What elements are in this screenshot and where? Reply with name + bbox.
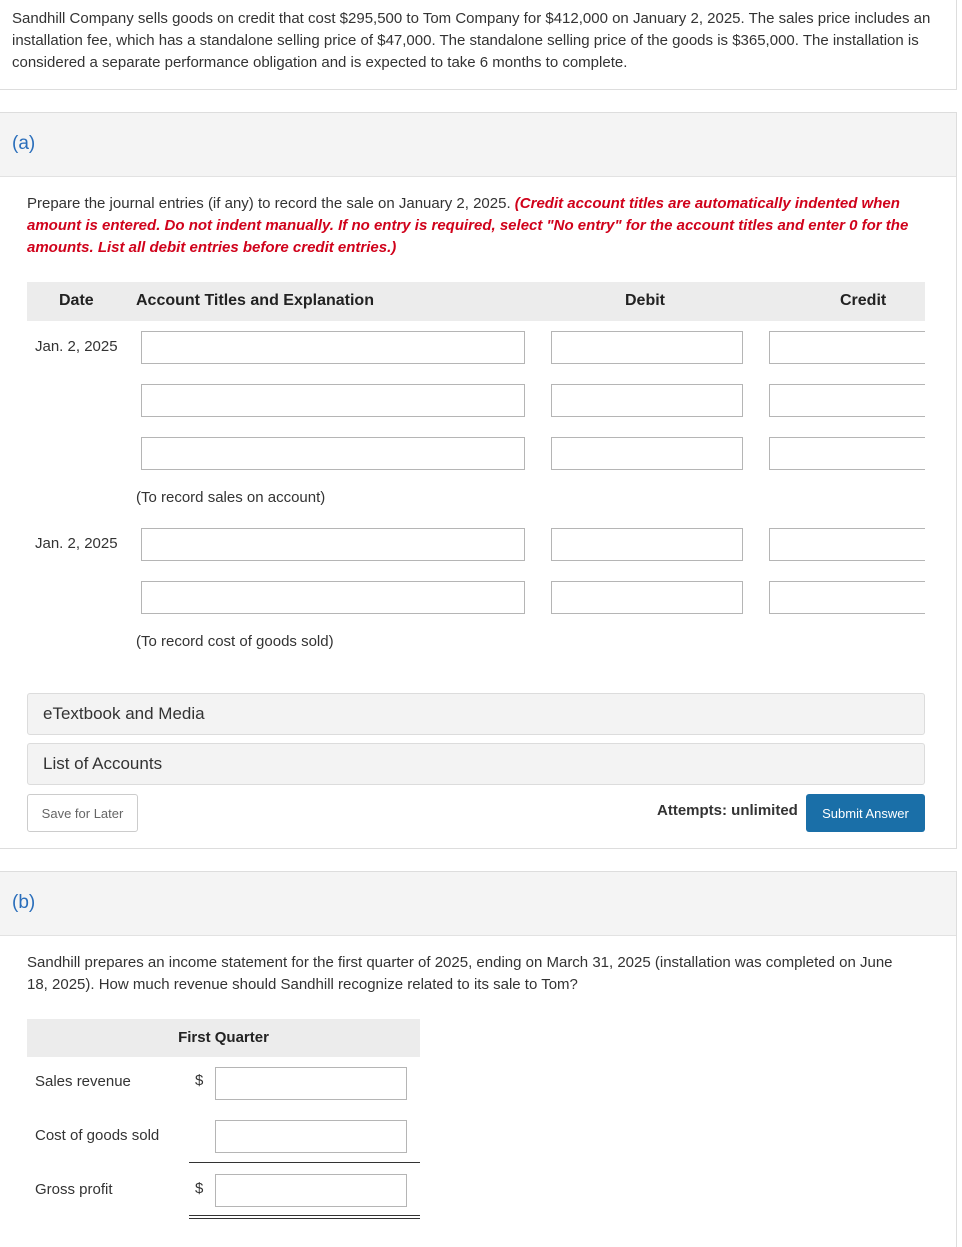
attempts-label: Attempts: unlimited [657, 802, 798, 819]
subtotal-rule [189, 1162, 420, 1163]
part-b-question [27, 952, 917, 996]
entry-1-account-3[interactable] [141, 437, 525, 470]
entry-2-credit-1[interactable] [769, 528, 925, 561]
entry-1-credit-3[interactable] [769, 437, 925, 470]
first-quarter-label: First Quarter [178, 1029, 269, 1046]
header-account: Account Titles and Explanation [136, 292, 374, 309]
total-double-rule-top [189, 1215, 420, 1216]
gross-profit-dollar: $ [195, 1180, 204, 1197]
entry-1-credit-2[interactable] [769, 384, 925, 417]
gross-profit-input[interactable] [215, 1174, 407, 1207]
sales-revenue-input[interactable] [215, 1067, 407, 1100]
part-b-panel [0, 871, 957, 1247]
entry-1-debit-3[interactable] [551, 437, 743, 470]
entry-1-debit-1[interactable] [551, 331, 743, 364]
sales-revenue-label: Sales revenue [35, 1073, 131, 1090]
problem-statement [0, 0, 957, 90]
sales-revenue-dollar: $ [195, 1072, 204, 1089]
list-accounts-label: List of Accounts [43, 754, 163, 773]
header-debit: Debit [625, 292, 665, 309]
entry-1-explanation: (To record sales on account) [136, 489, 326, 506]
save-for-later-button[interactable]: Save for Later [27, 794, 138, 832]
entry-2-account-2[interactable] [141, 581, 525, 614]
part-a-instructions [27, 193, 917, 259]
header-date: Date [59, 292, 94, 309]
entry-2-date: Jan. 2, 2025 [35, 535, 118, 552]
entry-1-account-2[interactable] [141, 384, 525, 417]
submit-answer-button[interactable]: Submit Answer [806, 794, 925, 832]
cogs-label: Cost of goods sold [35, 1127, 160, 1144]
part-b-header [0, 872, 956, 936]
entry-2-account-1[interactable] [141, 528, 525, 561]
gross-profit-label: Gross profit [35, 1181, 113, 1198]
entry-2-debit-1[interactable] [551, 528, 743, 561]
entry-2-explanation: (To record cost of goods sold) [136, 633, 334, 650]
entry-1-date: Jan. 2, 2025 [35, 338, 118, 355]
question-text: Sandhill prepares an income statement for the first quarter of 2025, ending on March 31, 2025 (installation was completed on June 18, 2025). How much revenue should Sandhill recognize related to its sale to Tom? [27, 954, 893, 993]
part-a-header [0, 113, 956, 177]
etextbook-media-toggle[interactable] [27, 693, 925, 735]
entry-1-credit-1[interactable] [769, 331, 925, 364]
part-a-label: (a) [12, 133, 36, 154]
total-double-rule-bottom [189, 1218, 420, 1219]
journal-table-header [27, 282, 925, 321]
first-quarter-header [27, 1019, 420, 1057]
cogs-input[interactable] [215, 1120, 407, 1153]
list-of-accounts-toggle[interactable] [27, 743, 925, 785]
entry-1-debit-2[interactable] [551, 384, 743, 417]
entry-1-account-1[interactable] [141, 331, 525, 364]
header-credit: Credit [840, 292, 887, 309]
entry-2-credit-2[interactable] [769, 581, 925, 614]
problem-text: Sandhill Company sells goods on credit that cost $295,500 to Tom Company for $412,000 on January 2, 2025. The sales price includes an installation fee, which has a standalone selling price of $47,000. The standalone selling price of the goods is $365,000. The installation is considered a separate performance obligation and is expected to take 6 months to complete. [12, 10, 931, 71]
instruction-note: (Credit account titles are automatically indented when amount is entered. Do not indent manually. If no entry is required, select "No entry" for the account titles and enter 0 for the amounts. List all debit entries before credit entries.) [27, 195, 909, 256]
part-b-label: (b) [12, 892, 36, 913]
instruction-text: Prepare the journal entries (if any) to record the sale on January 2, 2025. [27, 195, 511, 212]
entry-2-debit-2[interactable] [551, 581, 743, 614]
etextbook-label: eTextbook and Media [43, 704, 205, 723]
